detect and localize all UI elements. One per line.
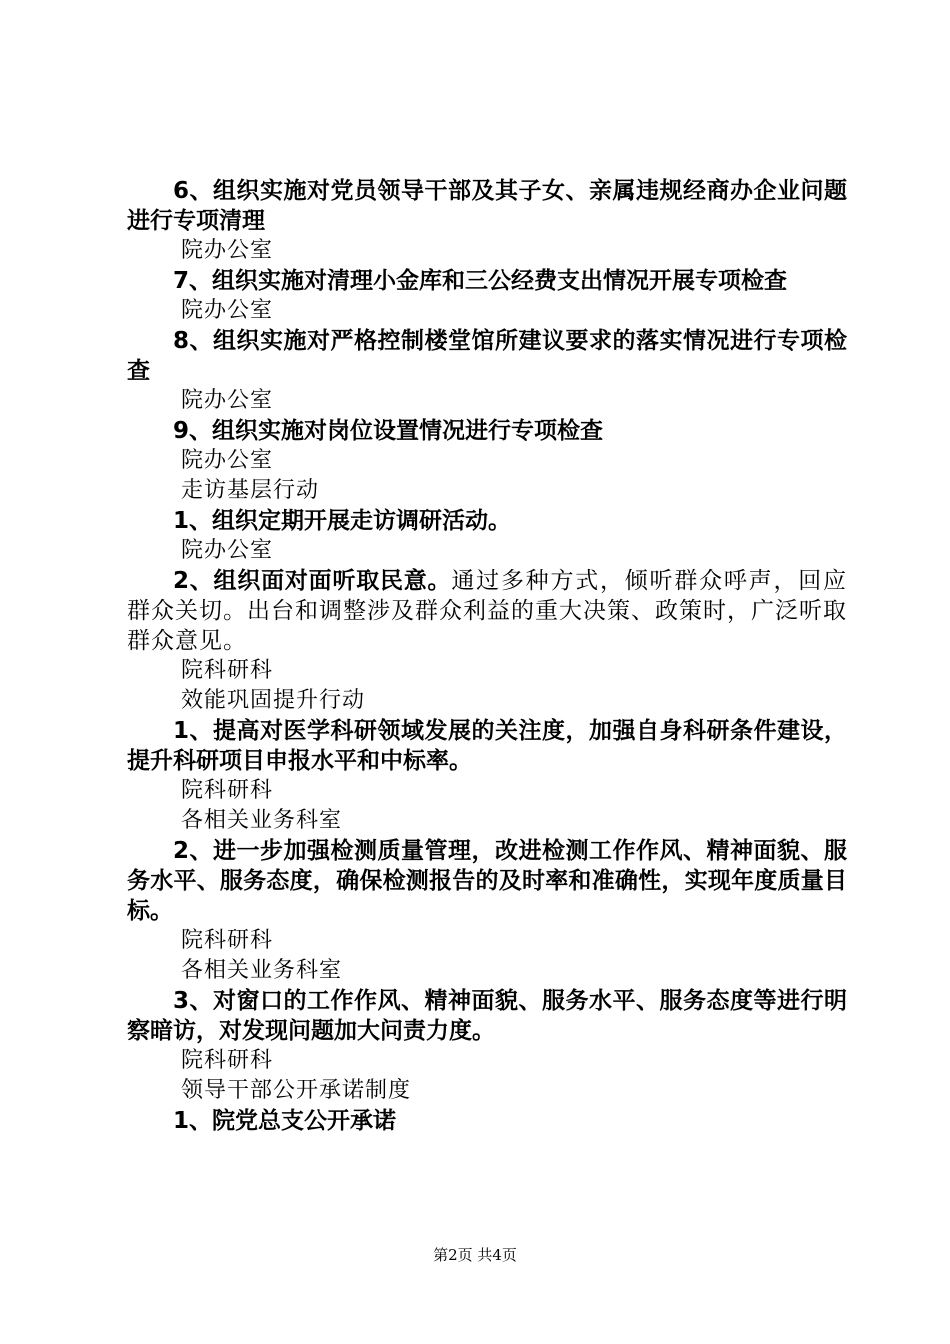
department-label: 院办公室 <box>181 238 274 263</box>
department-label: 院科研科 <box>181 658 274 683</box>
paragraph: 7、组织实施对清理小金库和三公经费支出情况开展专项检查 <box>173 268 788 294</box>
paragraph: 9、组织实施对岗位设置情况进行专项检查 <box>173 418 604 444</box>
department-label: 各相关业务科室 <box>181 958 343 983</box>
department-label: 院办公室 <box>181 388 274 413</box>
paragraph: 8、组织实施对严格控制楼堂馆所建议要求的落实情况进行专项检查 <box>127 328 847 384</box>
section-heading: 领导干部公开承诺制度 <box>181 1078 412 1103</box>
paragraph: 6、组织实施对党员领导干部及其子女、亲属违规经商办企业问题进行专项清理 <box>127 178 847 234</box>
document-body <box>127 176 847 1136</box>
paragraph-lead: 2、组织面对面听取民意。 <box>173 568 452 594</box>
department-label: 院科研科 <box>181 928 274 953</box>
department-label: 各相关业务科室 <box>181 808 343 833</box>
paragraph: 1、组织定期开展走访调研活动。 <box>173 508 512 534</box>
department-label: 院办公室 <box>181 538 274 563</box>
paragraph: 2、进一步加强检测质量管理，改进检测工作作风、精神面貌、服务水平、服务态度，确保检测报告的及时率和准确性，实现年度质量目标。 <box>127 838 847 924</box>
paragraph <box>127 566 847 656</box>
paragraph: 3、对窗口的工作作风、精神面貌、服务水平、服务态度等进行明察暗访，对发现问题加大问责力度。 <box>127 988 847 1044</box>
paragraph-rest: 通过多种方式，倾听群众呼声，回应群众关切。出台和调整涉及群众利益的重大决策、政策时，广泛听取群众意见。 <box>127 568 848 654</box>
paragraph: 1、提高对医学科研领域发展的关注度，加强自身科研条件建设，提升科研项目申报水平和中标率。 <box>127 718 847 774</box>
paragraph: 1、院党总支公开承诺 <box>173 1108 397 1134</box>
department-label: 院科研科 <box>181 778 274 803</box>
department-label: 院科研科 <box>181 1048 274 1073</box>
page-footer: 第2页 共4页 <box>433 1246 517 1264</box>
section-heading: 走访基层行动 <box>181 478 320 503</box>
department-label: 院办公室 <box>181 448 274 473</box>
department-label: 院办公室 <box>181 298 274 323</box>
section-heading: 效能巩固提升行动 <box>181 688 366 713</box>
